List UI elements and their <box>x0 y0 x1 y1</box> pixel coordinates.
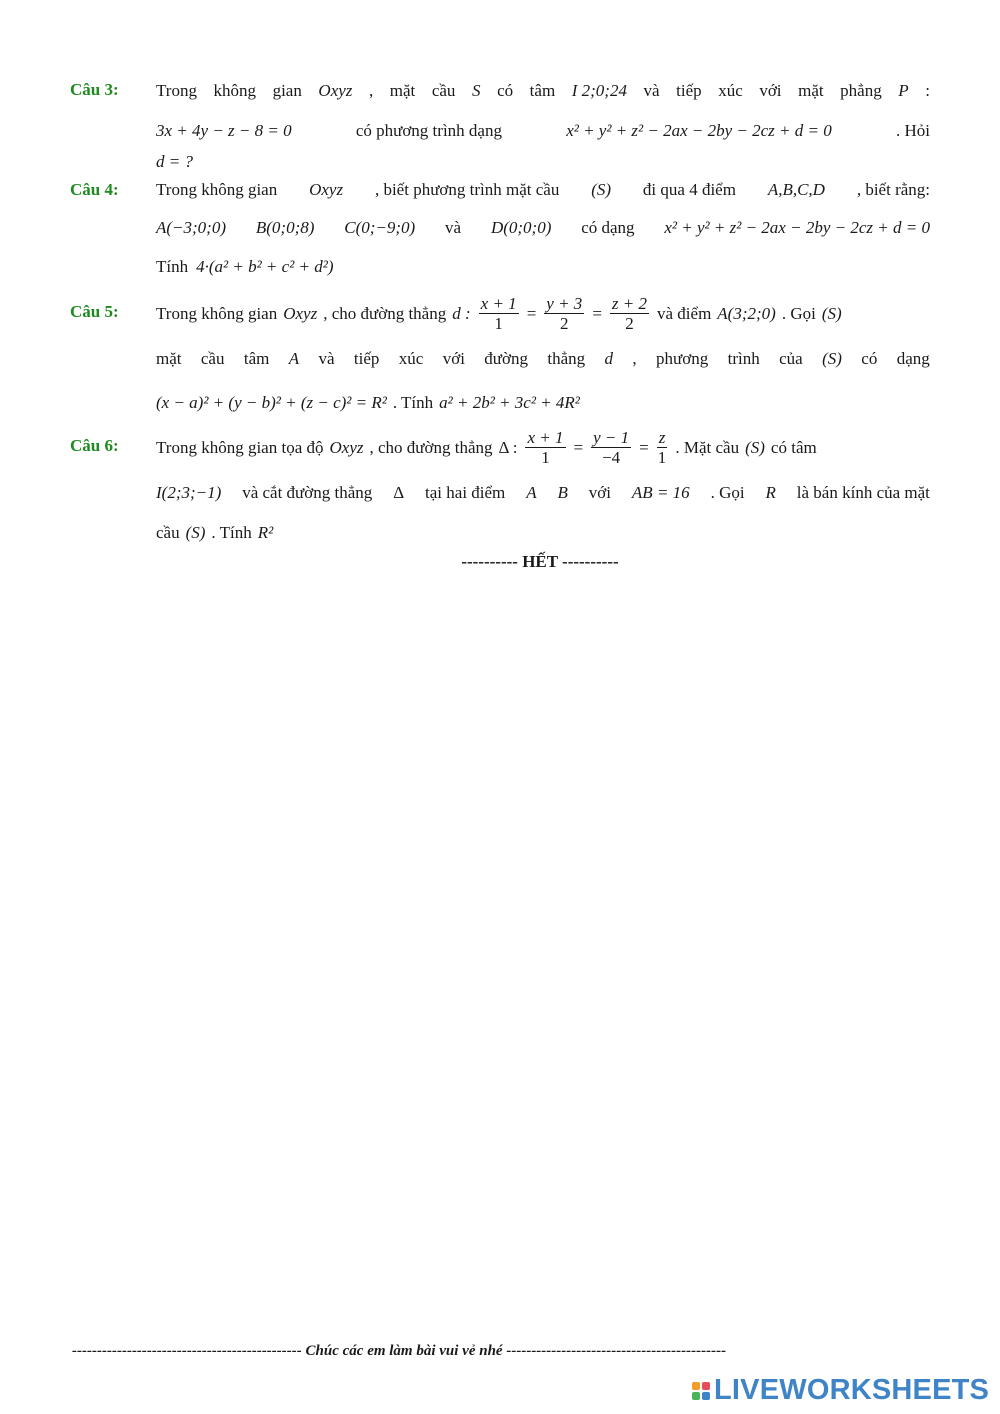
logo-text: LIVEWORKSHEETS <box>714 1374 990 1406</box>
plane-equation: 3x + 4y − z − 8 = 0 <box>156 120 292 140</box>
sphere-equation: x² + y² + z² − 2ax − 2by − 2cz + d = 0 <box>664 217 930 237</box>
question-3-line-2: 3x + 4y − z − 8 = 0 có phương trình dạng x² + y² + z² − 2ax − 2by − 2cz + d = 0 . Hỏi <box>156 120 930 140</box>
fraction: $\frac{x + 1}{1}$ <box>527 427 564 467</box>
expression: 4·(a² + b² + c² + d²) <box>196 256 334 276</box>
point-b: B(0;0;8) <box>255 217 315 237</box>
question-4-line-2: A(−3;0;0) B(0;0;8) C(0;−9;0) và D(0;0;0) có dạng x² + y² + z² − 2ax − 2by − 2cz + d = 0 <box>156 217 930 237</box>
question-6 <box>70 424 930 550</box>
question-label: Câu 4: <box>70 180 119 199</box>
center-point: I(2;3;−1) <box>156 482 222 502</box>
fraction: $\frac{y - 1}{-4}$ <box>593 427 630 467</box>
liveworksheets-logo <box>692 1374 989 1407</box>
sphere-equation: (x − a)² + (y − b)² + (z − c)² = R² <box>156 392 387 412</box>
point-a: A(−3;0;0) <box>156 217 227 237</box>
question-label: Câu 6: <box>70 436 119 455</box>
question-6-line-3: cầu (S) . Tính R² <box>156 522 274 542</box>
logo-grid-icon <box>692 1382 710 1400</box>
logo-square <box>692 1392 700 1400</box>
expression: a² + 2b² + 3c² + 4R² <box>439 392 580 412</box>
fraction: $\frac{x + 1}{1}$ <box>480 293 517 333</box>
question-5-line-2: mặt cầu tâm A và tiếp xúc với đường thẳng d , phương trình của (S) có dạng <box>156 348 930 368</box>
question-3-line-1: Trong không gian Oxyz , mặt cầu S có tâm I 2;0;24 và tiếp xúc với mặt phẳng P : <box>156 80 930 100</box>
question-5-line-1: Trong không gian Oxyz , cho đường thẳng d : $\frac{x + 1}{1}$ = $\frac{y + 3}{2}$ = $\frac{z + 2}{2}$ và điểm A(3;2;0) . Gọi (S) <box>156 293 842 333</box>
question-6-line-2: I(2;3;−1) và cắt đường thẳng Δ tại hai điểm A B với AB = 16 . Gọi R là bán kính của mặt <box>156 482 930 502</box>
point-c: C(0;−9;0) <box>344 217 416 237</box>
question-4-line-1: Trong không gian Oxyz , biết phương trình mặt cầu (S) đi qua 4 điểm A,B,C,D , biết rằng: <box>156 179 930 199</box>
question-3 <box>70 70 930 172</box>
question-4 <box>70 170 930 286</box>
fraction: $\frac{z + 2}{2}$ <box>611 293 647 333</box>
question-5-line-3: (x − a)² + (y − b)² + (z − c)² = R² . Tính a² + 2b² + 3c² + 4R² <box>156 392 580 412</box>
logo-square <box>692 1382 700 1390</box>
question-4-line-3: Tính 4·(a² + b² + c² + d²) <box>156 256 334 276</box>
logo-square <box>702 1382 710 1390</box>
logo-square <box>702 1392 710 1400</box>
sphere-equation: x² + y² + z² − 2ax − 2by − 2cz + d = 0 <box>566 120 832 140</box>
question-5 <box>70 290 930 424</box>
fraction: $\frac{y + 3}{2}$ <box>546 293 583 333</box>
question-3-line-3: d = ? <box>156 151 193 171</box>
point-d: D(0;0;0) <box>490 217 552 237</box>
question-label: Câu 3: <box>70 80 119 99</box>
question-6-line-1: Trong không gian tọa độ Oxyz , cho đường thẳng Δ : $\frac{x + 1}{1}$ = $\frac{y - 1}{-4}$ = $\frac{z}{1}$ . Mặt cầu (S) có tâm <box>156 427 817 467</box>
footer-message: ---------------------------------------------- Chúc các em làm bài vui vẻ nhé -------------------------------------------- <box>72 1343 727 1359</box>
question-label: Câu 5: <box>70 302 119 321</box>
fraction: $\frac{z}{1}$ <box>657 427 667 467</box>
end-marker: ---------- HẾT ---------- <box>461 552 619 571</box>
